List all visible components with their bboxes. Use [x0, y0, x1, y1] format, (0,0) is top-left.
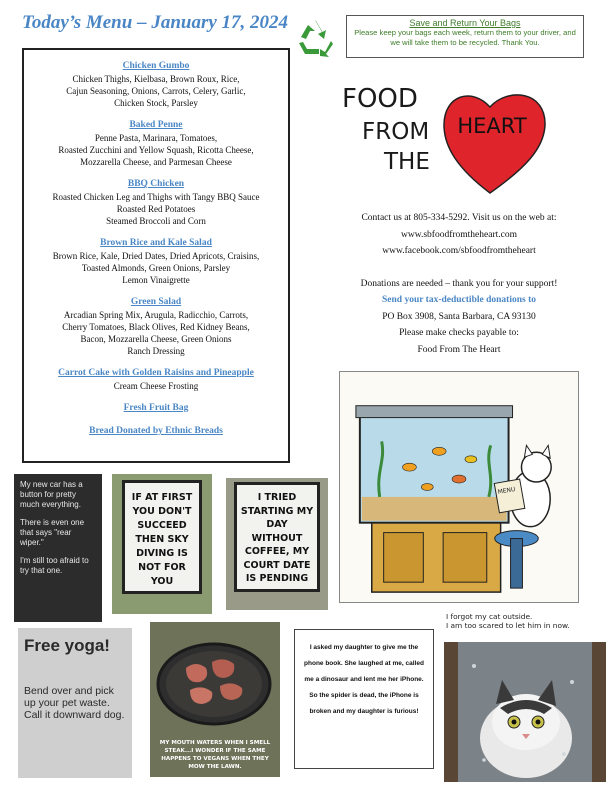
- menu-item-desc: Roasted Zucchini and Yellow Squash, Ricotta Cheese,: [58, 145, 254, 155]
- logo-word-the: THE: [384, 149, 430, 175]
- bags-notice: [346, 15, 584, 58]
- menu-box: [22, 48, 290, 463]
- menu-item-desc: Cajun Seasoning, Onions, Carrots, Celery, Garlic,: [66, 86, 246, 96]
- menu-item: [28, 367, 284, 392]
- website-link[interactable]: www.sbfoodfromtheheart.com: [401, 229, 517, 240]
- menu-item: [28, 60, 284, 109]
- menu-item-name: Green Salad: [130, 297, 182, 307]
- menu-item-desc: Chicken Stock, Parsley: [114, 98, 198, 108]
- sky-diving-sign-meme: [112, 474, 212, 614]
- meme-title: Free yoga!: [24, 636, 110, 655]
- meme-text: My new car has a button for pretty much everything.: [20, 480, 83, 509]
- steak-meme: [150, 622, 280, 777]
- meme-caption-line: I forgot my cat outside.: [446, 612, 533, 621]
- mailing-address: PO Box 3908, Santa Barbara, CA 93130: [382, 311, 536, 322]
- menu-item-desc: Toasted Almonds, Green Onions, Parsley: [81, 263, 231, 273]
- menu-item: [28, 119, 284, 168]
- menu-item-name: Carrot Cake with Golden Raisins and Pineapple: [58, 368, 254, 378]
- meme-caption-line: I am too scared to let him in now.: [446, 621, 570, 630]
- menu-item-desc: Roasted Red Potatoes: [116, 204, 196, 214]
- free-yoga-meme: [18, 628, 132, 778]
- meme-caption: [446, 612, 606, 630]
- menu-item-name: Bread Donated by Ethnic Breads: [89, 426, 223, 436]
- menu-item-name: Baked Penne: [129, 120, 183, 130]
- payee-name: Food From The Heart: [417, 344, 501, 355]
- menu-item-desc: Ranch Dressing: [127, 346, 185, 356]
- facebook-link[interactable]: www.facebook.com/sbfoodfromtheheart: [382, 246, 536, 256]
- bags-notice-text: Please keep your bags each week, return them to your driver, and we will take them to be recycled. Thank You.: [354, 28, 576, 47]
- send-donations-heading: Send your tax-deductible donations to: [382, 295, 536, 305]
- logo-word-food: FOOD: [342, 84, 418, 114]
- menu-item-desc: Cherry Tomatoes, Black Olives, Red Kidney Beans,: [62, 322, 250, 332]
- logo-word-from: FROM: [362, 119, 430, 145]
- menu-item-desc: Roasted Chicken Leg and Thighs with Tangy BBQ Sauce: [52, 192, 260, 202]
- menu-item: [28, 178, 284, 227]
- contact-phone-line: Contact us at 805-334-5292. Visit us on the web at:: [361, 213, 557, 223]
- menu-item: [28, 425, 284, 438]
- sign-board-text: I TRIED STARTING MY DAY WITHOUT COFFEE, MY COURT DATE IS PENDING: [234, 482, 320, 592]
- meme-text: I'm still too afraid to try that one.: [20, 556, 89, 575]
- menu-item-name: Fresh Fruit Bag: [123, 403, 189, 413]
- logo-word-heart: HEART: [457, 114, 527, 138]
- cartoon-menu-label: MENU: [497, 485, 516, 496]
- coffee-sign-meme: [226, 478, 328, 610]
- car-button-meme: [14, 474, 102, 622]
- menu-item-desc: Bacon, Mozzarella Cheese, Green Onions: [80, 334, 232, 344]
- donations-text: Donations are needed – thank you for your support!: [360, 278, 558, 289]
- meme-text: MY MOUTH WATERS WHEN I SMELL STEAK...I WONDER IF THE SAME HAPPENS TO VEGANS WHEN THEY MOW THE LAWN.: [159, 740, 271, 770]
- menu-item-name: Brown Rice and Kale Salad: [100, 238, 212, 248]
- menu-item-desc: Penne Pasta, Marinara, Tomatoes,: [94, 133, 218, 143]
- menu-item-desc: Steamed Broccoli and Corn: [106, 216, 206, 226]
- menu-item-desc: Chicken Thighs, Kielbasa, Brown Roux, Rice,: [72, 74, 240, 84]
- cat-aquarium-cartoon: [339, 371, 579, 603]
- menu-item-name: Chicken Gumbo: [122, 61, 190, 71]
- menu-item-desc: Brown Rice, Kale, Dried Dates, Dried Apricots, Craisins,: [52, 251, 260, 261]
- recycle-icon: [293, 17, 337, 61]
- bags-notice-title: Save and Return Your Bags: [409, 18, 521, 28]
- contact-section: [316, 210, 602, 358]
- sign-board-text: IF AT FIRST YOU DON'T SUCCEED THEN SKY DIVING IS NOT FOR YOU: [122, 480, 202, 594]
- meme-text: There is even one that says "rear wiper.": [20, 518, 85, 547]
- checks-instruction: Please make checks payable to:: [399, 328, 519, 338]
- menu-item: [28, 237, 284, 286]
- menu-item-desc: Cream Cheese Frosting: [113, 381, 199, 391]
- food-from-the-heart-logo: [340, 77, 550, 197]
- heart-icon: [444, 95, 545, 193]
- menu-item-desc: Lemon Vinaigrette: [122, 275, 190, 285]
- menu-item-desc: Mozzarella Cheese, and Parmesan Cheese: [80, 157, 232, 167]
- phone-book-meme: I asked my daughter to give me the phone book. She laughed at me, called me a dinosaur and lent me her iPhone. So the spider is dead, the iPhone is broken and my daughter is furious!: [294, 629, 434, 769]
- cat-outside-meme: [444, 612, 606, 782]
- wet-cat-photo: [444, 642, 606, 782]
- menu-item-desc: Arcadian Spring Mix, Arugula, Radicchio, Carrots,: [63, 310, 249, 320]
- menu-item-name: BBQ Chicken: [127, 179, 185, 189]
- page-title: Today’s Menu – January 17, 2024: [22, 12, 289, 33]
- meme-text: Bend over and pick up your pet waste. Call it downward dog.: [24, 685, 125, 721]
- menu-item: [28, 402, 284, 415]
- menu-item: [28, 296, 284, 357]
